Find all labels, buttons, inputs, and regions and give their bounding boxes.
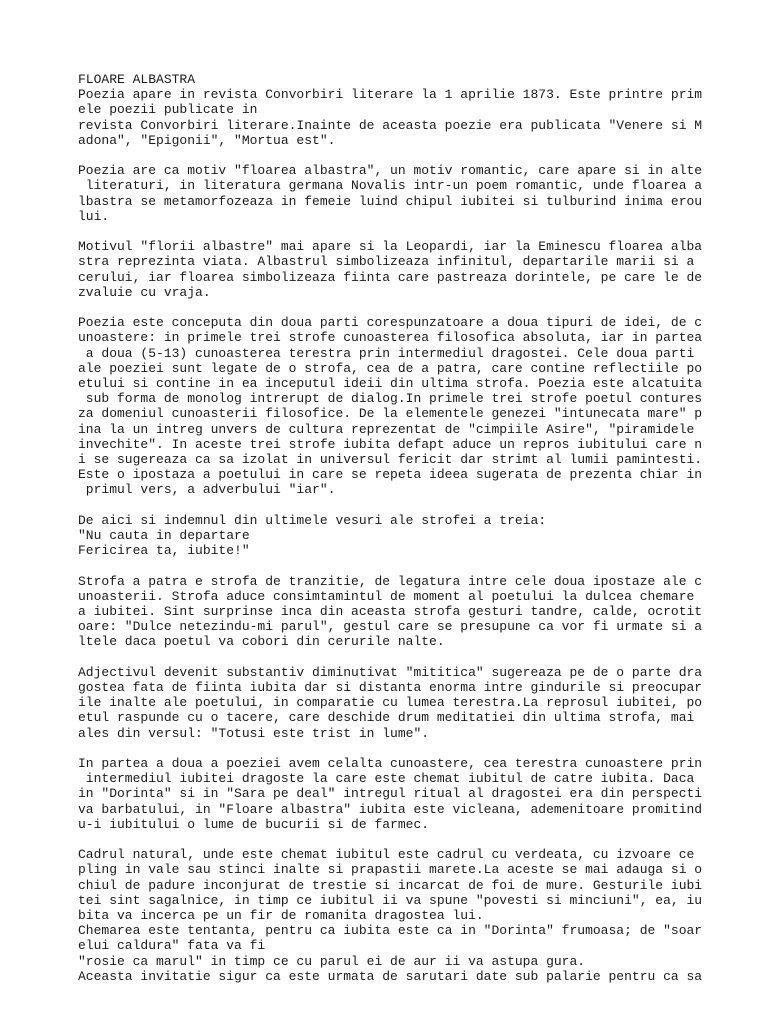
text-line: Chemarea este tentanta, pentru ca iubita este ca in "Dorinta" frumoasa; de "soar: [78, 923, 703, 939]
text-line: ina la un intreg unvers de cultura reprezentat de "cimpiile Asire", "piramidele: [78, 421, 695, 437]
text-line: unoasterii. Strofa aduce consimtamintul de moment al poetului la dulcea chemare: [78, 588, 695, 604]
text-line: cerului, iar floarea simbolizeaza fiinta care pastreaza dorintele, pe care le de: [78, 269, 703, 285]
document-title: FLOARE ALBASTRA: [78, 72, 196, 87]
text-line: revista Convorbiri literare.Inainte de aceasta poezie era publicata "Venere si M: [78, 117, 703, 133]
paragraph-motif: [78, 163, 738, 224]
text-line: in "Dorinta" si in "Sara pe deal" intregul ritual al dragostei era din perspecti: [78, 786, 703, 802]
text-line: bita va incerca pe un fir de romanita dragostea lui.: [78, 908, 484, 924]
document-page: [78, 72, 738, 984]
text-line: ales din versul: "Totusi este trist in lume".: [78, 725, 430, 741]
paragraph-leopardi: [78, 239, 738, 300]
paragraph-quote: [78, 513, 738, 559]
text-line: va barbatului, in "Floare albastra" iubita este vicleana, ademenitoare promitind: [78, 801, 703, 817]
text-line: za domeniul cunoasterii filosofice. De la elementele genezei "intunecata mare" p: [78, 406, 703, 422]
text-line: unoastere: in primele trei strofe cunoasterea filosofica absoluta, iar in partea: [78, 330, 703, 346]
text-line: adona", "Epigonii", "Mortua est".: [78, 132, 336, 148]
text-line: a iubitei. Sint surprinse inca din aceasta strofa gesturi tandre, calde, ocrotit: [78, 604, 703, 620]
text-line: Motivul "florii albastre" mai apare si la Leopardi, iar la Eminescu floarea alba: [78, 239, 703, 255]
text-line: In partea a doua a poeziei avem celalta cunoastere, cea terestra cunoastere prin: [78, 756, 703, 772]
text-line: ele poezii publicate in: [78, 102, 258, 118]
text-line: gostea fata de fiinta iubita dar si distanta enorma intre gindurile si preocupar: [78, 680, 703, 696]
text-line: u-i iubitului o lume de bucurii si de farmec.: [78, 816, 430, 832]
text-line: i se sugereaza ca sa izolat in universul fericit dar strimt al lumii pamintesti.: [78, 452, 703, 468]
text-line: Este o ipostaza a poetului in care se repeta ideea sugerata de prezenta chiar in: [78, 467, 703, 483]
paragraph-structure: [78, 315, 738, 497]
text-line: Strofa a patra e strofa de tranzitie, de legatura intre cele doua ipostaze ale c: [78, 573, 703, 589]
text-line: ale poeziei sunt legate de o strofa, cea de a patra, care contine reflectiile po: [78, 360, 703, 376]
text-line: literaturi, in literatura germana Novalis intr-un poem romantic, unde floarea a: [78, 178, 703, 194]
text-line: zvaluie cu vraja.: [78, 284, 211, 300]
text-line: etul raspunde cu o tacere, care deschide drum meditatiei din ultima strofa, mai: [78, 710, 695, 726]
text-line: pling in vale sau stinci inalte si prapastii marete.La aceste se mai adauga si o: [78, 862, 703, 878]
quote-line: Fericirea ta, iubite!": [78, 543, 250, 559]
paragraph-natural-setting: [78, 847, 738, 984]
text-line: De aici si indemnul din ultimele vesuri ale strofei a treia:: [78, 512, 547, 528]
quote-line: "Nu cauta in departare: [78, 528, 250, 544]
text-line: invechite". In aceste trei strofe iubita defapt aduce un repros iubitului care n: [78, 436, 703, 452]
text-line: Poezia este conceputa din doua parti corespunzatoare a doua tipuri de idei, de c: [78, 315, 703, 331]
text-line: chiul de padure inconjurat de trestie si incarcat de foi de mure. Gesturile iubi: [78, 877, 703, 893]
text-line: lui.: [78, 208, 110, 224]
text-line: "rosie ca marul" in timp ce cu parul ei de aur ii va astupa gura.: [78, 953, 586, 969]
text-line: etului si contine in ea inceputul ideii din ultima strofa. Poezia este alcatuita: [78, 376, 703, 392]
text-line: tei sint sagalnice, in timp ce iubitul ii va spune "povesti si minciuni", ea, iu: [78, 892, 703, 908]
paragraph-second-part: [78, 756, 738, 832]
text-line: stra reprezinta viata. Albastrul simbolizeaza infinitul, departarile marii si a: [78, 254, 695, 270]
text-line: Poezia are ca motiv "floarea albastra", un motiv romantic, care apare si in alte: [78, 163, 703, 179]
text-line: a doua (5-13) cunoasterea terestra prin intermediul dragostei. Cele doua parti: [78, 345, 695, 361]
text-line: Cadrul natural, unde este chemat iubitul este cadrul cu verdeata, cu izvoare ce: [78, 847, 695, 863]
text-line: Aceasta invitatie sigur ca este urmata de sarutari date sub palarie pentru ca sa: [78, 968, 703, 984]
text-line: ltele daca poetul va cobori din cerurile nalte.: [78, 634, 445, 650]
text-line: sub forma de monolog intrerupt de dialog.In primele trei strofe poetul contures: [78, 391, 703, 407]
paragraph-mititica: [78, 665, 738, 741]
text-line: Poezia apare in revista Convorbiri literare la 1 aprilie 1873. Este printre prim: [78, 87, 703, 103]
text-line: intermediul iubitei dragoste la care este chemat iubitul de catre iubita. Daca: [78, 771, 695, 787]
paragraph-intro: [78, 72, 738, 148]
text-line: elui caldura" fata va fi: [78, 938, 266, 954]
text-line: oare: "Dulce netezindu-mi parul", gestul care se presupune ca vor fi urmate si a: [78, 619, 703, 635]
text-line: primul vers, a adverbului "iar".: [78, 482, 336, 498]
text-line: ile inalte ale poetului, in comparatie cu lumea terestra.La reprosul iubitei, po: [78, 695, 703, 711]
text-line: lbastra se metamorfozeaza in femeie luind chipul iubitei si tulburind inima erou: [78, 193, 703, 209]
paragraph-fourth-stanza: [78, 574, 738, 650]
text-line: Adjectivul devenit substantiv diminutivat "mititica" sugereaza pe de o parte dra: [78, 664, 703, 680]
